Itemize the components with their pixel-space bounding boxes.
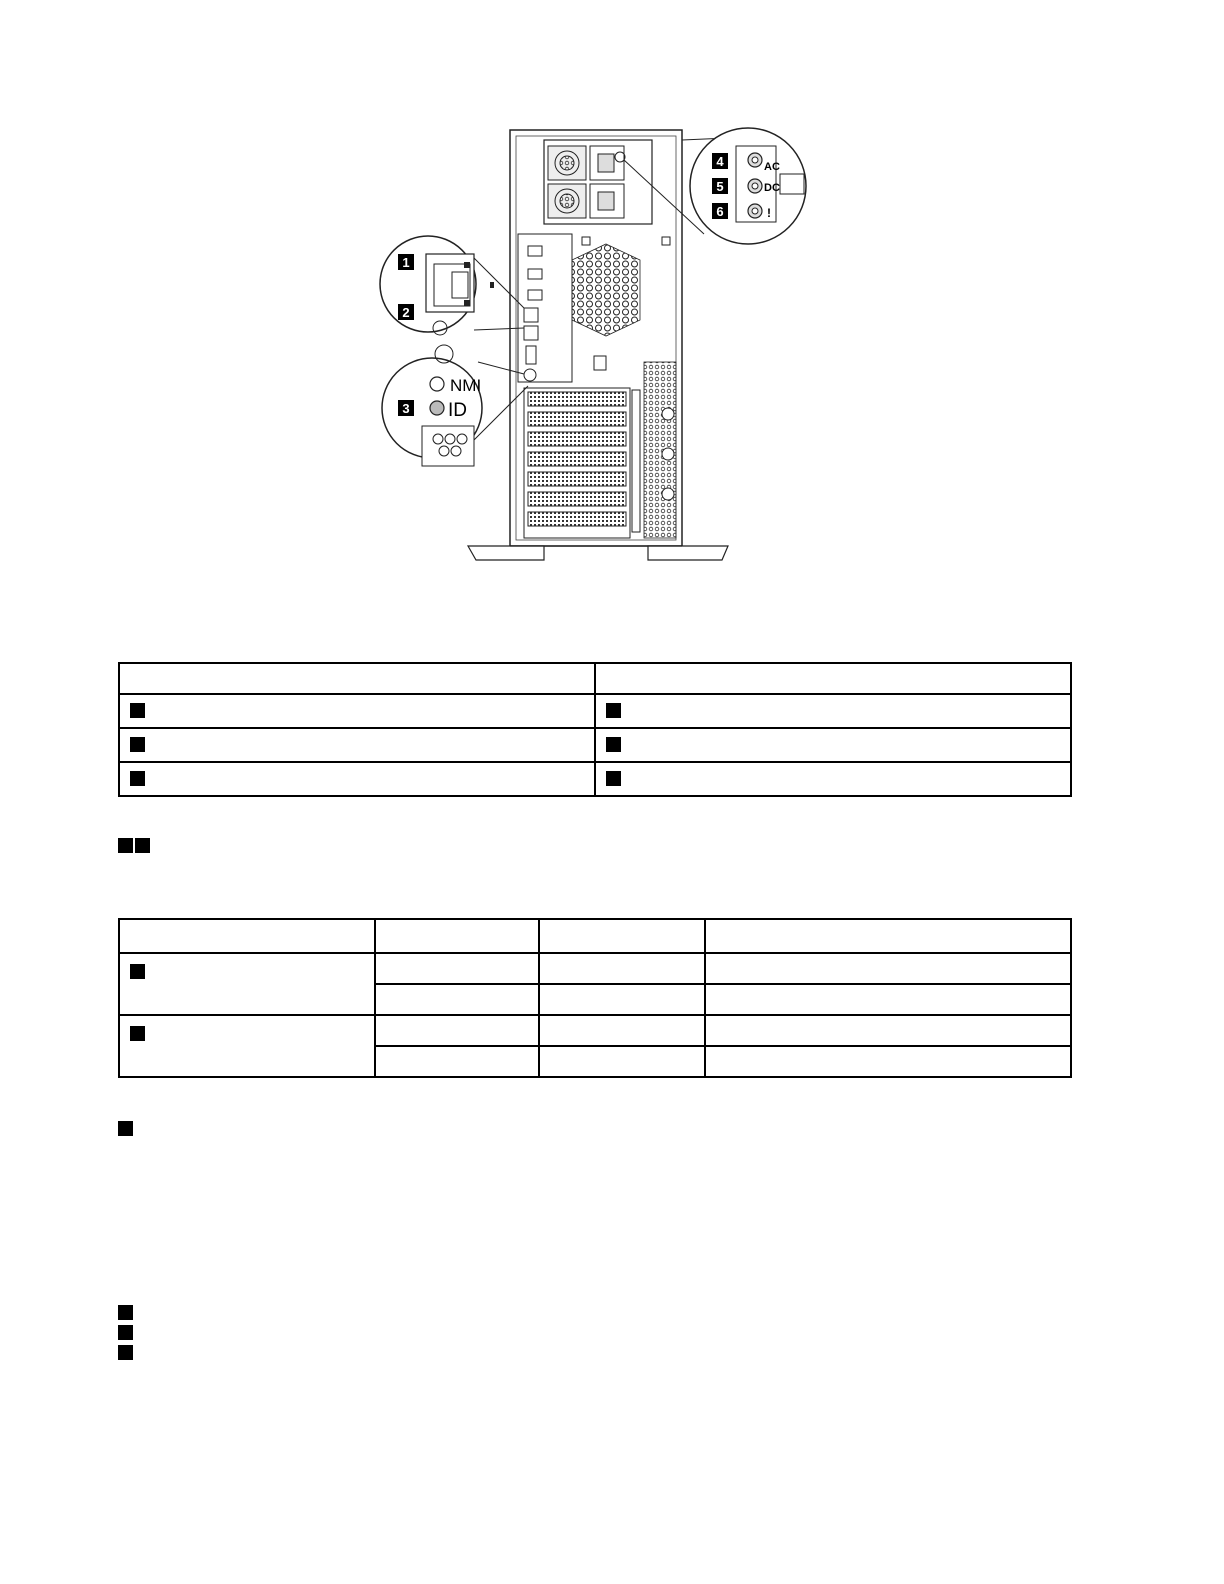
callout-badge bbox=[118, 1305, 133, 1320]
nmi-button-label: NMI bbox=[450, 376, 482, 395]
callout-badge bbox=[135, 838, 150, 853]
id-button-badge bbox=[118, 1120, 133, 1138]
callout-4: 4 bbox=[716, 154, 724, 169]
table-row bbox=[119, 1015, 1071, 1046]
callout-6: 6 bbox=[716, 204, 724, 219]
table-header-row bbox=[119, 919, 1071, 953]
table-row bbox=[119, 762, 1071, 796]
callout-badge bbox=[130, 964, 145, 979]
fault-led-label: ! bbox=[767, 206, 771, 220]
callout-legend-table bbox=[118, 662, 1072, 797]
id-button-label: ID bbox=[448, 400, 467, 421]
callout-badge bbox=[130, 703, 145, 718]
table-header-row bbox=[119, 663, 1071, 694]
callout-badge bbox=[606, 771, 621, 786]
callout-badge bbox=[130, 771, 145, 786]
table-header-cell bbox=[705, 919, 1071, 953]
table-header-cell bbox=[375, 919, 539, 953]
callout-badge bbox=[606, 737, 621, 752]
network-led-badges bbox=[118, 837, 152, 852]
callout-badge bbox=[130, 1026, 145, 1041]
callout-2: 2 bbox=[402, 305, 410, 320]
callout-badge bbox=[118, 1325, 133, 1340]
callout-3: 3 bbox=[402, 401, 410, 416]
table-header-cell bbox=[119, 663, 595, 694]
callout-badge bbox=[118, 1121, 133, 1136]
server-rear-view-figure bbox=[378, 124, 812, 566]
ac-led-label: AC bbox=[764, 161, 780, 173]
callout-badge bbox=[130, 737, 145, 752]
callout-1: 1 bbox=[402, 255, 410, 270]
callout-badge bbox=[118, 1345, 133, 1360]
table-header-cell bbox=[119, 919, 375, 953]
network-led-table bbox=[118, 918, 1072, 1078]
callout-badge bbox=[118, 838, 133, 853]
table-header-cell bbox=[595, 663, 1071, 694]
table-row bbox=[119, 953, 1071, 984]
psu-led-badge-list bbox=[118, 1305, 133, 1365]
table-header-cell bbox=[539, 919, 705, 953]
callout-badge bbox=[606, 703, 621, 718]
dc-led-label: DC bbox=[764, 182, 780, 194]
table-row bbox=[119, 694, 1071, 728]
callout-5: 5 bbox=[716, 179, 724, 194]
table-row bbox=[119, 728, 1071, 762]
